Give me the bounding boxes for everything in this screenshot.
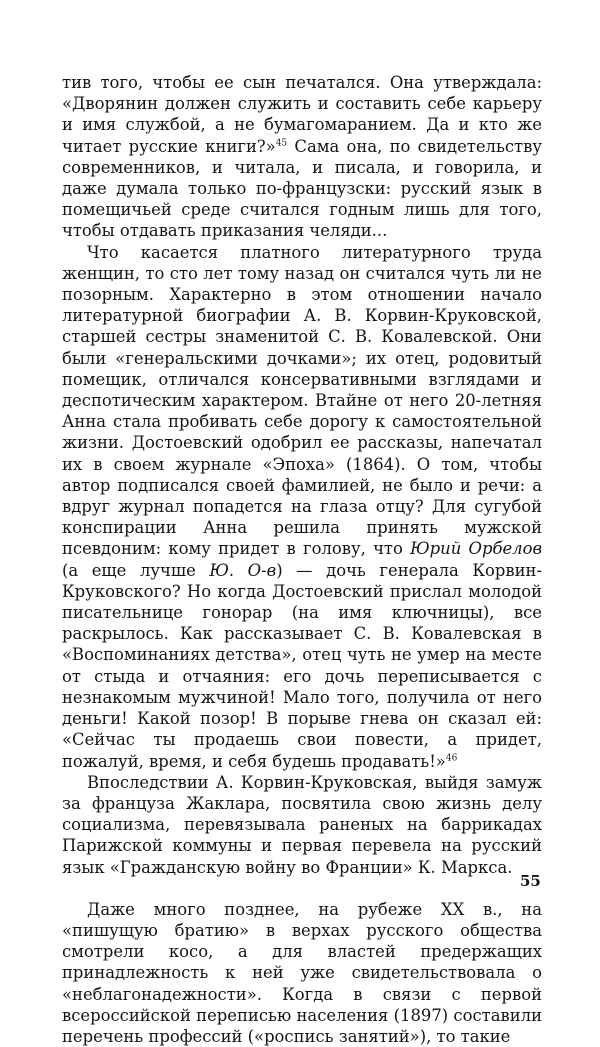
paragraph-3-text: Впоследствии А. Корвин-Круковская, выйдя замуж за француза Жаклара, посвятила свою жизнь делу социализма, перевязывала раненых на баррикадах Парижской коммуны и первая перевела на русский язык «Гражданскую войну во Франции» К. Маркса. [62, 772, 542, 877]
pseudonym-full: Юрий Орбелов [410, 539, 542, 559]
pseudonym-short: Ю. О-в [209, 560, 277, 580]
paragraph-1-text: тив того, чтобы ее сын печатался. Она утверждала: «Дворянин должен служить и составить себе карьеру и имя службой, а не бумагомаранием. Да и кто же читает русские книги?» [62, 73, 542, 156]
paragraph-2-text-c: ) — дочь генерала Корвин-Круковского? Но когда Достоевский прислал молодой писательнице гонорар (на имя ключницы), все раскрылось. Как рассказывает С. В. Ковалевская в «Воспоминаниях детства», отец чуть не умер на месте от стыда и отчаяния: его дочь переписывается с незнакомым мужчиной! Мало того, получила от него деньги! Какой позор! В порыве гнева он сказал ей: «Сейчас ты продаешь свои повести, а придет, пожалуй, время, и себя будешь продавать!» [62, 560, 542, 771]
paragraph-2-text-b: (а еще лучше [62, 560, 210, 580]
paragraph-4-text: Даже много позднее, на рубеже XX в., на «пишущую братию» в верхах русского общества смотрели косо, а для властей предержащих принадлежность к ней уже свидетельствовала о «неблагонадежности». Когда в связи с первой всероссийской переписью населения (1897) составили перечень профессий («роспись занятий»), то такие [62, 899, 542, 1046]
paragraph-2-text: Что касается платного литературного труда женщин, то сто лет тому назад он считался чуть ли не позорным. Характерно в этом отношении начало литературной биографии А. В. Корвин-Круковской, старшей сестры знаменитой С. В. Ковалевской. Они были «генеральскими дочками»; их отец, родовитый помещик, отличался консервативными взглядами и деспотическим характером. Втайне от него 20-летняя Анна стала пробивать себе дорогу к самостоятельной жизни. Достоевский одобрил ее рассказы, напечатал их в своем журнале «Эпоха» (1864). О том, чтобы автор подписался своей фамилией, не было и речи: а вдруг журнал попадется на глаза отцу? Для сугубой конспирации Анна решила принять мужской псевдоним: кому придет в голову, что [62, 242, 542, 559]
paragraph-3 [62, 772, 542, 878]
footnote-ref-46: 46 [445, 753, 458, 764]
paragraph-2 [62, 242, 542, 772]
page-text [62, 72, 542, 1047]
paragraph-1-text-cont: Сама она, по свидетельству современников, и читала, и писала, и говорила, и даже думала только по-французски: русский язык в помещичьей среде считался годным лишь для того, чтобы отдавать приказания челяди... [62, 136, 542, 241]
page-number: 55 [520, 872, 541, 890]
footnote-ref-45: 45 [275, 138, 288, 149]
paragraph-1 [62, 72, 542, 242]
paragraph-4 [62, 899, 542, 1047]
